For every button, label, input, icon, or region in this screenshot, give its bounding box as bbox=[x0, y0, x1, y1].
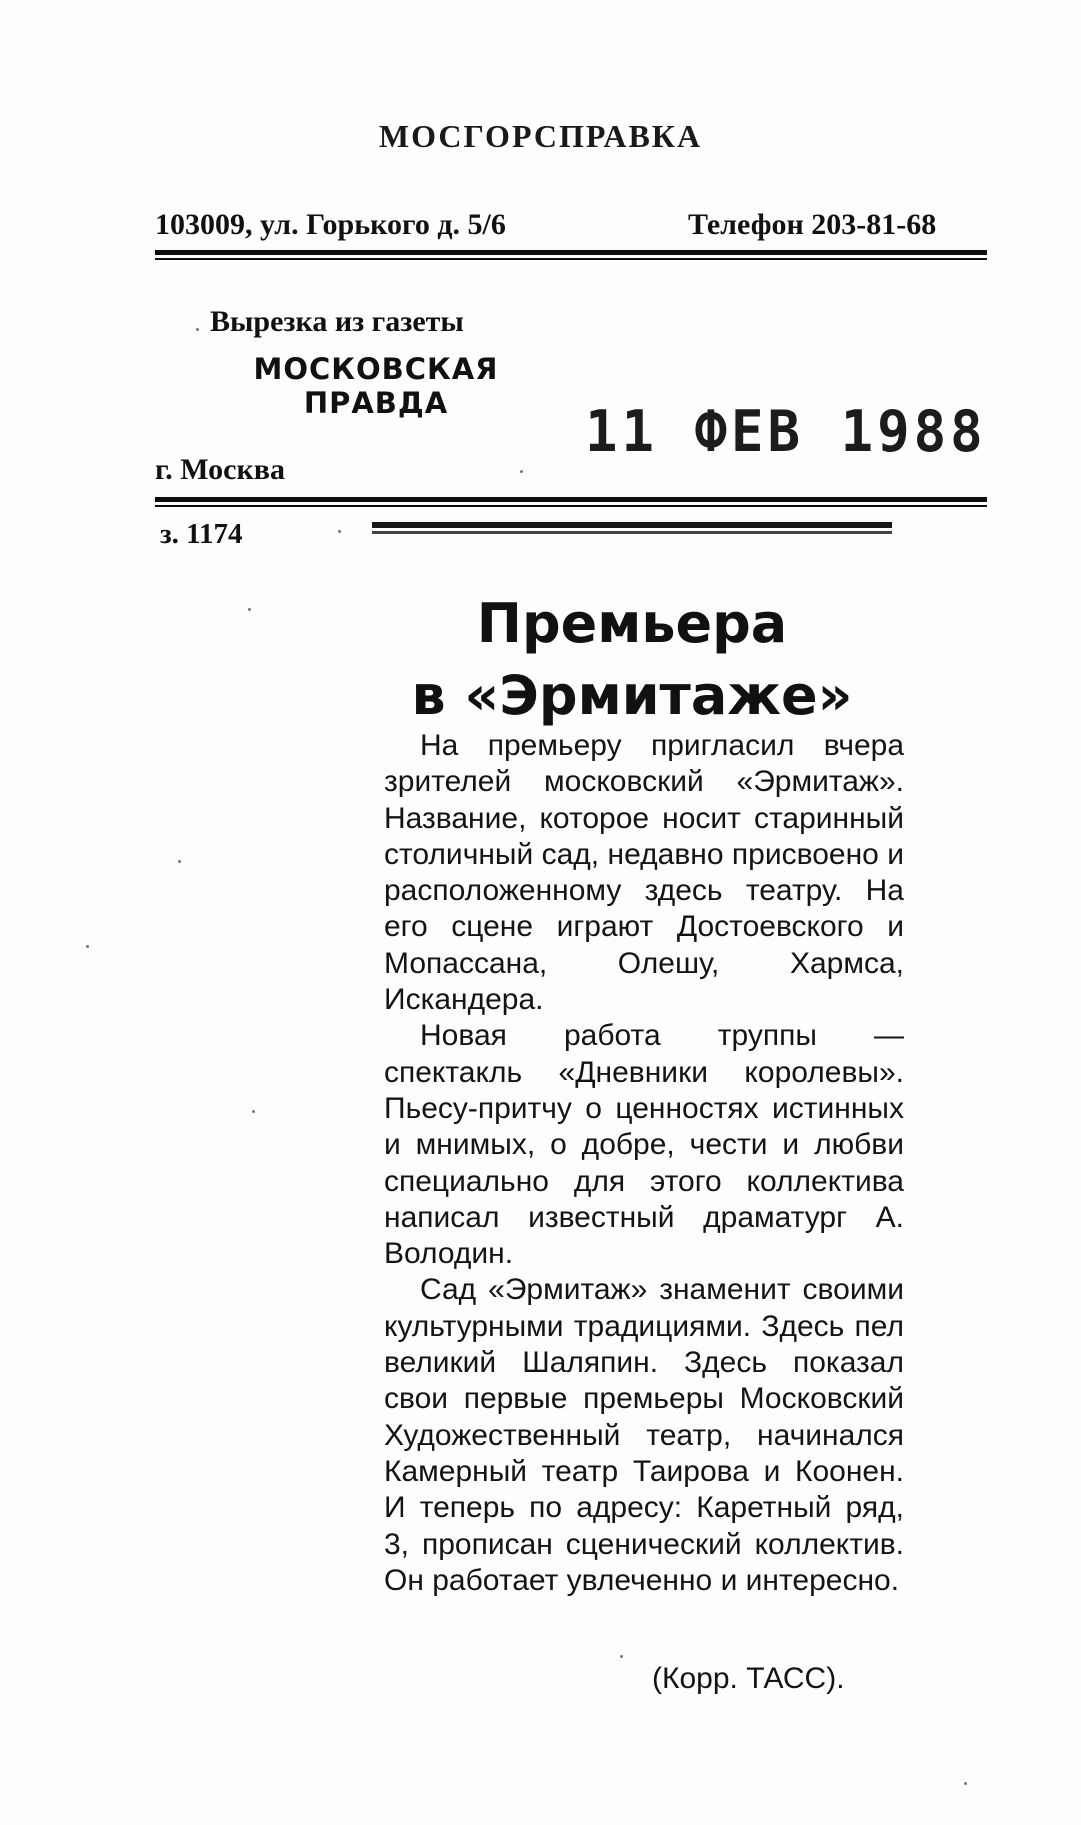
issue-number: з. 1174 bbox=[160, 518, 243, 550]
headline-line2: в «Эрмитаже» bbox=[411, 664, 853, 727]
city-label: г. Москва bbox=[155, 453, 285, 486]
print-speck bbox=[248, 608, 251, 611]
print-speck bbox=[252, 1110, 255, 1113]
headline-line1: Премьера bbox=[476, 592, 788, 655]
print-speck bbox=[520, 470, 523, 473]
article-top-rule bbox=[372, 522, 892, 528]
article-signoff: (Корр. ТАСС). bbox=[652, 1662, 845, 1695]
newspaper-name-line1: МОСКОВСКАЯ bbox=[253, 352, 499, 386]
print-speck bbox=[964, 1782, 967, 1785]
print-speck bbox=[196, 328, 199, 331]
clipping-divider-thin bbox=[155, 505, 987, 507]
agency-address: 103009, ул. Горького д. 5/6 bbox=[155, 208, 506, 241]
newspaper-name bbox=[236, 352, 516, 420]
article-paragraph: На премьеру пригласил вчера зрителей московский «Эрмитаж». Название, которое носит старинный столичный сад, недавно присвоено и расположенному здесь театру. На его сцене играют Достоевского и Мопассана, Олешу, Хармса, Искандера. bbox=[384, 729, 904, 1017]
article-top-rule-thin bbox=[372, 531, 892, 534]
date-stamp: 11 ФЕВ 1988 bbox=[585, 398, 987, 465]
clipping-label: Вырезка из газеты bbox=[210, 305, 464, 338]
agency-phone: Телефон 203-81-68 bbox=[688, 208, 937, 241]
header-divider-thin bbox=[155, 258, 987, 260]
print-speck bbox=[86, 945, 89, 948]
print-speck bbox=[338, 530, 341, 533]
article-paragraph: Новая работа труппы — спектакль «Дневники королевы». Пьесу-притчу о ценностях истинных и мнимых, о добре, чести и любви специально для этого коллектива написал известный драматург А. Володин. bbox=[384, 1019, 904, 1271]
print-speck bbox=[178, 860, 181, 863]
article-paragraph: Сад «Эрмитаж» знаменит своими культурными традициями. Здесь пел великий Шаляпин. Здесь показал свои первые премьеры Московский Художественный театр, начинался Камерный театр Таирова и Коонен. И теперь по адресу: Каретный ряд, 3, прописан сценический коллектив. Он работает увлеченно и интересно. bbox=[384, 1273, 904, 1597]
clipping-divider bbox=[155, 497, 987, 502]
agency-name: МОСГОРСПРАВКА bbox=[378, 118, 703, 154]
print-speck bbox=[620, 1655, 623, 1658]
newspaper-name-line2: ПРАВДА bbox=[303, 386, 449, 420]
header-divider bbox=[155, 250, 987, 255]
article-body bbox=[384, 728, 904, 1599]
article-headline bbox=[372, 588, 892, 732]
